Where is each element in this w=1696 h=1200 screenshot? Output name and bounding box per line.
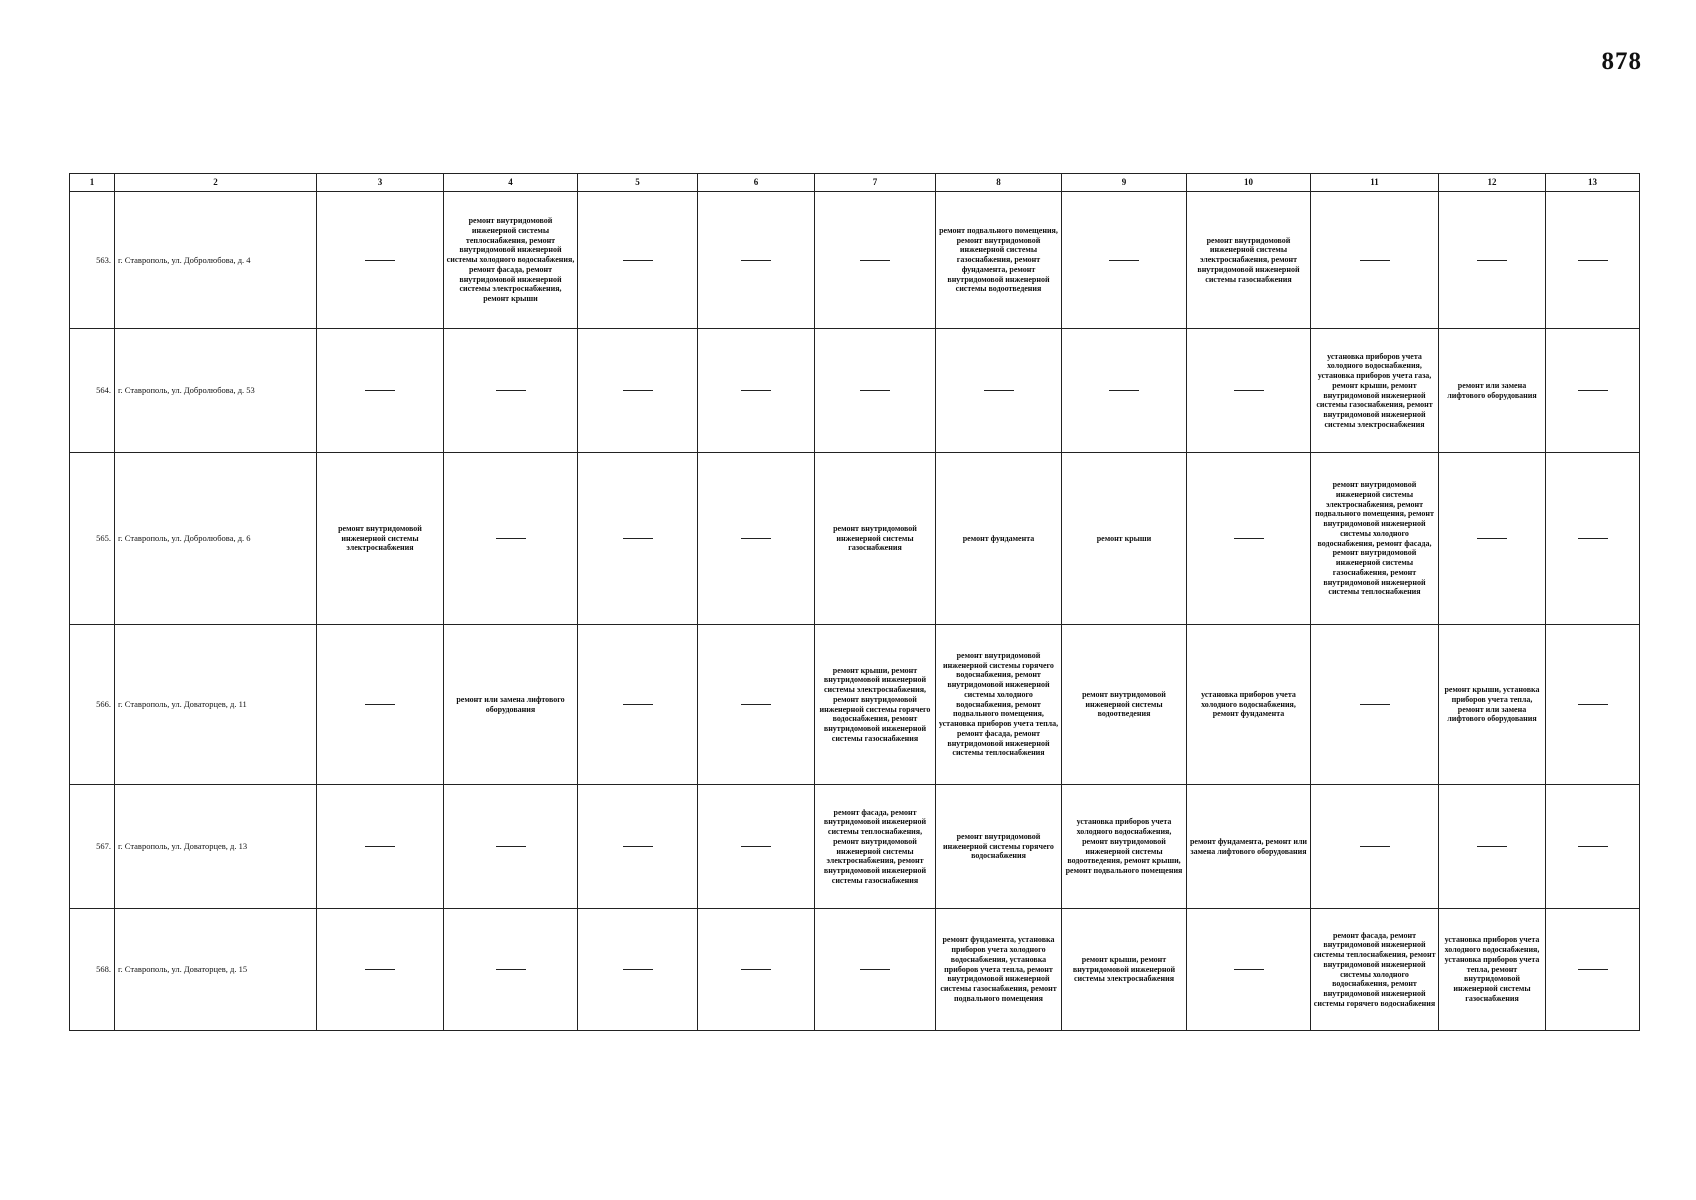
empty-cell xyxy=(698,909,815,1031)
work-cell: ремонт или замена лифтового оборудования xyxy=(1439,329,1546,453)
dash-mark xyxy=(860,260,890,261)
dash-mark xyxy=(741,704,771,705)
empty-cell xyxy=(578,453,698,625)
dash-mark xyxy=(1578,704,1608,705)
dash-mark xyxy=(1477,846,1507,847)
column-header: 7 xyxy=(815,174,936,192)
dash-mark xyxy=(1234,390,1264,391)
dash-mark xyxy=(741,846,771,847)
dash-mark xyxy=(623,390,653,391)
dash-mark xyxy=(365,390,395,391)
row-number: 564. xyxy=(70,329,115,453)
address-cell: г. Ставрополь, ул. Доваторцев, д. 11 xyxy=(115,625,317,785)
work-cell: ремонт внутридомовой инженерной системы теплоснабжения, ремонт внутридомовой инженерной системы холодного водоснабжения, ремонт фасада, ремонт внутридомовой инженерной системы электроснабжения, ремонт крыши xyxy=(444,192,578,329)
table-body xyxy=(70,192,1640,1031)
dash-mark xyxy=(1578,260,1608,261)
column-header: 8 xyxy=(936,174,1062,192)
dash-mark xyxy=(1578,846,1608,847)
dash-mark xyxy=(623,538,653,539)
address-cell: г. Ставрополь, ул. Доваторцев, д. 15 xyxy=(115,909,317,1031)
dash-mark xyxy=(1360,704,1390,705)
empty-cell xyxy=(1439,453,1546,625)
work-cell: ремонт внутридомовой инженерной системы горячего водоснабжения, ремонт внутридомовой инженерной системы холодного водоснабжения, ремонт подвального помещения, установка приборов учета тепла, ремонт фасада, ремонт внутридомовой инженерной системы теплоснабжения xyxy=(936,625,1062,785)
dash-mark xyxy=(1578,538,1608,539)
empty-cell xyxy=(698,453,815,625)
empty-cell xyxy=(698,785,815,909)
work-cell: ремонт фундамента xyxy=(936,453,1062,625)
empty-cell xyxy=(1187,909,1311,1031)
empty-cell xyxy=(815,192,936,329)
work-cell: ремонт фундамента, установка приборов учета холодного водоснабжения, установка приборов учета тепла, ремонт внутридомовой инженерной системы газоснабжения, ремонт подвального помещения xyxy=(936,909,1062,1031)
column-header: 5 xyxy=(578,174,698,192)
repair-schedule-table xyxy=(69,173,1640,1031)
row-number: 567. xyxy=(70,785,115,909)
dash-mark xyxy=(365,846,395,847)
empty-cell xyxy=(444,909,578,1031)
column-number-row xyxy=(70,174,1640,192)
dash-mark xyxy=(1578,969,1608,970)
column-header: 12 xyxy=(1439,174,1546,192)
column-header: 2 xyxy=(115,174,317,192)
empty-cell xyxy=(1187,329,1311,453)
dash-mark xyxy=(1477,260,1507,261)
column-header: 4 xyxy=(444,174,578,192)
empty-cell xyxy=(578,785,698,909)
column-header: 1 xyxy=(70,174,115,192)
column-header: 6 xyxy=(698,174,815,192)
table-row xyxy=(70,453,1640,625)
table-row xyxy=(70,909,1640,1031)
dash-mark xyxy=(984,390,1014,391)
dash-mark xyxy=(741,260,771,261)
row-number: 563. xyxy=(70,192,115,329)
work-cell: ремонт внутридомовой инженерной системы электроснабжения, ремонт внутридомовой инженерной системы газоснабжения xyxy=(1187,192,1311,329)
empty-cell xyxy=(1062,192,1187,329)
work-cell: ремонт фасада, ремонт внутридомовой инженерной системы теплоснабжения, ремонт внутридомовой инженерной системы электроснабжения, ремонт внутридомовой инженерной системы газоснабжения xyxy=(815,785,936,909)
dash-mark xyxy=(623,704,653,705)
empty-cell xyxy=(444,453,578,625)
dash-mark xyxy=(623,846,653,847)
dash-mark xyxy=(741,390,771,391)
address-cell: г. Ставрополь, ул. Добролюбова, д. 53 xyxy=(115,329,317,453)
work-cell: ремонт подвального помещения, ремонт внутридомовой инженерной системы газоснабжения, ремонт фундамента, ремонт внутридомовой инженерной системы водоотведения xyxy=(936,192,1062,329)
column-header: 13 xyxy=(1546,174,1640,192)
row-number: 568. xyxy=(70,909,115,1031)
empty-cell xyxy=(1546,329,1640,453)
empty-cell xyxy=(1439,192,1546,329)
empty-cell xyxy=(1062,329,1187,453)
column-header: 10 xyxy=(1187,174,1311,192)
empty-cell xyxy=(1546,192,1640,329)
dash-mark xyxy=(1234,538,1264,539)
dash-mark xyxy=(1109,260,1139,261)
dash-mark xyxy=(496,969,526,970)
column-header: 9 xyxy=(1062,174,1187,192)
work-cell: установка приборов учета холодного водоснабжения, ремонт фундамента xyxy=(1187,625,1311,785)
dash-mark xyxy=(741,969,771,970)
table-row xyxy=(70,192,1640,329)
empty-cell xyxy=(317,625,444,785)
work-cell: ремонт внутридомовой инженерной системы электроснабжения xyxy=(317,453,444,625)
table-row xyxy=(70,329,1640,453)
empty-cell xyxy=(1546,785,1640,909)
empty-cell xyxy=(317,329,444,453)
dash-mark xyxy=(365,260,395,261)
dash-mark xyxy=(860,390,890,391)
dash-mark xyxy=(365,704,395,705)
empty-cell xyxy=(698,329,815,453)
row-number: 565. xyxy=(70,453,115,625)
dash-mark xyxy=(496,846,526,847)
empty-cell xyxy=(1546,453,1640,625)
dash-mark xyxy=(623,260,653,261)
work-cell: установка приборов учета холодного водоснабжения, установка приборов учета газа, ремонт крыши, ремонт внутридомовой инженерной системы газоснабжения, ремонт внутридомовой инженерной системы электроснабжения xyxy=(1311,329,1439,453)
empty-cell xyxy=(1311,785,1439,909)
empty-cell xyxy=(317,785,444,909)
dash-mark xyxy=(623,969,653,970)
empty-cell xyxy=(578,329,698,453)
work-cell: ремонт внутридомовой инженерной системы газоснабжения xyxy=(815,453,936,625)
address-cell: г. Ставрополь, ул. Добролюбова, д. 6 xyxy=(115,453,317,625)
work-cell: ремонт крыши, установка приборов учета тепла, ремонт или замена лифтового оборудования xyxy=(1439,625,1546,785)
column-header: 3 xyxy=(317,174,444,192)
dash-mark xyxy=(496,538,526,539)
empty-cell xyxy=(936,329,1062,453)
work-cell: ремонт внутридомовой инженерной системы электроснабжения, ремонт подвального помещения, ремонт внутридомовой инженерной системы холодного водоснабжения, ремонт фасада, ремонт внутридомовой инженерной системы газоснабжения, ремонт внутридомовой инженерной системы теплоснабжения xyxy=(1311,453,1439,625)
page-number: 878 xyxy=(1601,48,1642,75)
dash-mark xyxy=(1360,846,1390,847)
empty-cell xyxy=(578,192,698,329)
empty-cell xyxy=(815,329,936,453)
dash-mark xyxy=(1360,260,1390,261)
dash-mark xyxy=(1578,390,1608,391)
empty-cell xyxy=(444,329,578,453)
empty-cell xyxy=(444,785,578,909)
work-cell: установка приборов учета холодного водоснабжения, ремонт внутридомовой инженерной системы водоотведения, ремонт крыши, ремонт подвального помещения xyxy=(1062,785,1187,909)
dash-mark xyxy=(741,538,771,539)
empty-cell xyxy=(1546,625,1640,785)
dash-mark xyxy=(1109,390,1139,391)
dash-mark xyxy=(1234,969,1264,970)
work-cell: ремонт внутридомовой инженерной системы горячего водоснабжения xyxy=(936,785,1062,909)
empty-cell xyxy=(578,625,698,785)
address-cell: г. Ставрополь, ул. Добролюбова, д. 4 xyxy=(115,192,317,329)
work-cell: ремонт фасада, ремонт внутридомовой инженерной системы теплоснабжения, ремонт внутридомовой инженерной системы холодного водоснабжения, ремонт внутридомовой инженерной системы горячего водоснабжения xyxy=(1311,909,1439,1031)
work-cell: установка приборов учета холодного водоснабжения, установка приборов учета тепла, ремонт внутридомовой инженерной системы газоснабжения xyxy=(1439,909,1546,1031)
empty-cell xyxy=(1311,192,1439,329)
work-cell: ремонт крыши, ремонт внутридомовой инженерной системы электроснабжения, ремонт внутридомовой инженерной системы горячего водоснабжения, ремонт внутридомовой инженерной системы газоснабжения xyxy=(815,625,936,785)
empty-cell xyxy=(698,625,815,785)
empty-cell xyxy=(1311,625,1439,785)
empty-cell xyxy=(815,909,936,1031)
dash-mark xyxy=(496,390,526,391)
work-cell: ремонт или замена лифтового оборудования xyxy=(444,625,578,785)
empty-cell xyxy=(1187,453,1311,625)
work-cell: ремонт внутридомовой инженерной системы водоотведения xyxy=(1062,625,1187,785)
dash-mark xyxy=(365,969,395,970)
table-row xyxy=(70,625,1640,785)
empty-cell xyxy=(698,192,815,329)
empty-cell xyxy=(578,909,698,1031)
column-header: 11 xyxy=(1311,174,1439,192)
dash-mark xyxy=(860,969,890,970)
work-cell: ремонт крыши, ремонт внутридомовой инженерной системы электроснабжения xyxy=(1062,909,1187,1031)
table-row xyxy=(70,785,1640,909)
row-number: 566. xyxy=(70,625,115,785)
empty-cell xyxy=(1439,785,1546,909)
address-cell: г. Ставрополь, ул. Доваторцев, д. 13 xyxy=(115,785,317,909)
empty-cell xyxy=(1546,909,1640,1031)
empty-cell xyxy=(317,192,444,329)
empty-cell xyxy=(317,909,444,1031)
work-cell: ремонт фундамента, ремонт или замена лифтового оборудования xyxy=(1187,785,1311,909)
dash-mark xyxy=(1477,538,1507,539)
work-cell: ремонт крыши xyxy=(1062,453,1187,625)
